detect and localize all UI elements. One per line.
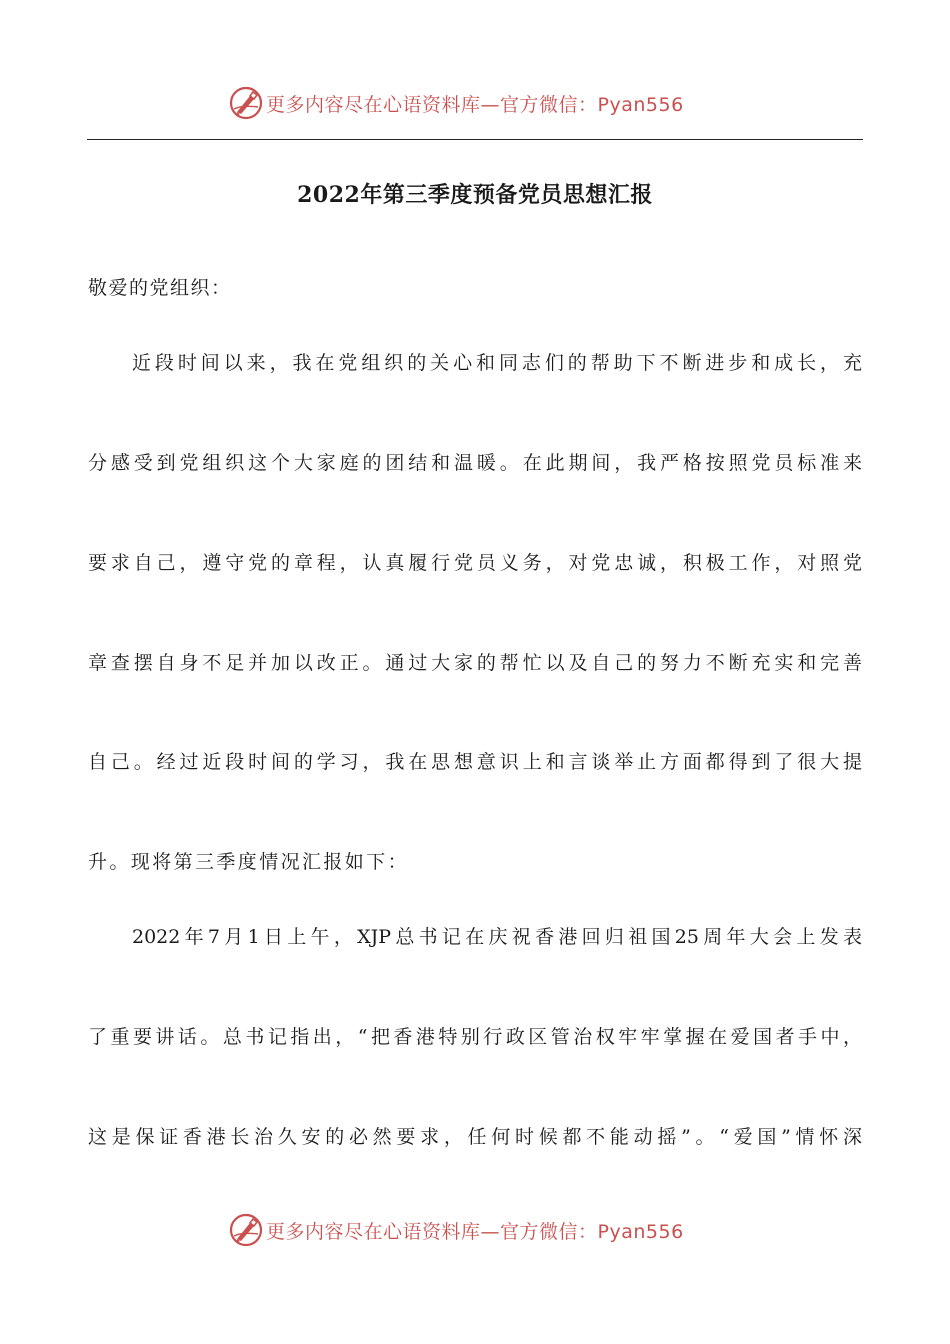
- footer-brand: [228, 1210, 684, 1250]
- wechat-id: Pyan556: [597, 93, 684, 116]
- brand-text: 更多内容尽在心语资料库—官方微信：Pyan556: [266, 1220, 684, 1243]
- document-title: 2022年第三季度预备党员思想汇报: [297, 182, 653, 208]
- pen-nib-icon: [228, 85, 264, 121]
- paragraph-line: 升。现将第三季度情况汇报如下：: [88, 851, 410, 873]
- paragraph-line: 了重要讲话。总书记指出，“把香港特别行政区管治权牢牢掌握在爱国者手中，: [88, 1026, 862, 1048]
- header-divider: [87, 139, 863, 140]
- wechat-id: Pyan556: [597, 1220, 684, 1243]
- salutation: 敬爱的党组织：: [88, 277, 232, 299]
- brand-text: 更多内容尽在心语资料库—官方微信：Pyan556: [266, 93, 684, 116]
- paragraph-line: 这是保证香港长治久安的必然要求，任何时候都不能动摇”。“爱国”情怀深: [88, 1126, 862, 1148]
- paragraph-line: 分感受到党组织这个大家庭的团结和温暖。在此期间，我严格按照党员标准来: [88, 452, 862, 474]
- header-brand: [228, 83, 684, 123]
- paragraph-line: 2022年7月1日上午，XJP总书记在庆祝香港回归祖国25周年大会上发表: [132, 926, 862, 948]
- paragraph-line: 近段时间以来，我在党组织的关心和同志们的帮助下不断进步和成长，充: [132, 352, 862, 374]
- pen-nib-icon: [228, 1212, 264, 1248]
- paragraph-line: 自己。经过近段时间的学习，我在思想意识上和言谈举止方面都得到了很大提: [88, 751, 862, 773]
- paragraph-line: 要求自己，遵守党的章程，认真履行党员义务，对党忠诚，积极工作，对照党: [88, 552, 862, 574]
- paragraph-line: 章查摆自身不足并加以改正。通过大家的帮忙以及自己的努力不断充实和完善: [88, 652, 862, 674]
